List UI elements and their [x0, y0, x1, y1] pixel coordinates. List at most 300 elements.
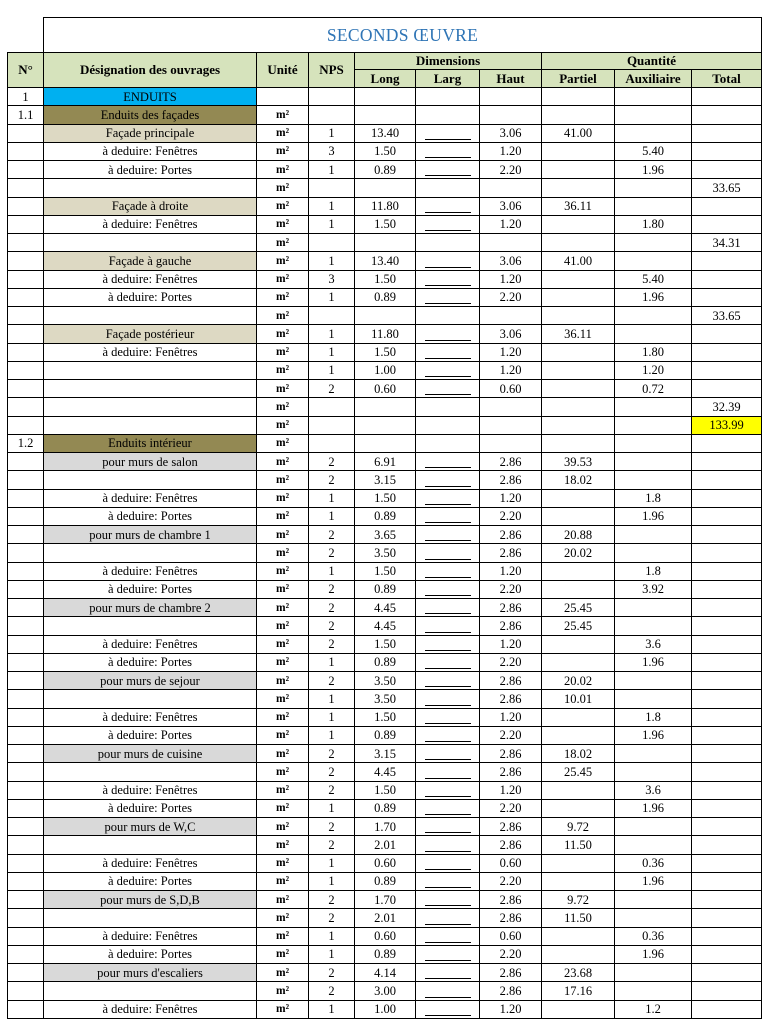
- cell-larg: [416, 690, 480, 708]
- cell-unit: m²: [257, 471, 309, 489]
- cell-partiel: 25.45: [542, 617, 615, 635]
- header-dimensions: Dimensions: [355, 53, 542, 70]
- cell-nps: 1: [309, 489, 355, 507]
- cell-haut: 1.20: [480, 489, 542, 507]
- cell-larg: [416, 635, 480, 653]
- cell-no: [8, 854, 44, 872]
- cell-no: [8, 398, 44, 416]
- cell-partiel: [542, 307, 615, 325]
- table-row: [8, 343, 762, 361]
- blank-underline: [425, 384, 471, 395]
- cell-auxiliaire: 1.96: [615, 507, 692, 525]
- cell-unit: m²: [257, 617, 309, 635]
- cell-no: [8, 453, 44, 471]
- cell-larg: [416, 726, 480, 744]
- cell-auxiliaire: [615, 398, 692, 416]
- cell-partiel: 41.00: [542, 124, 615, 142]
- cell-designation: Façade à droite: [44, 197, 257, 215]
- cell-larg: [416, 909, 480, 927]
- cell-nps: [309, 88, 355, 106]
- cell-no: [8, 891, 44, 909]
- cell-auxiliaire: [615, 252, 692, 270]
- cell-larg: [416, 215, 480, 233]
- cell-total: [692, 872, 762, 890]
- cell-haut: [480, 307, 542, 325]
- table-row: [8, 325, 762, 343]
- cell-larg: [416, 416, 480, 434]
- header-designation: Désignation des ouvrages: [44, 53, 257, 88]
- table-row: [8, 124, 762, 142]
- cell-total: [692, 215, 762, 233]
- cell-auxiliaire: [615, 471, 692, 489]
- cell-larg: [416, 763, 480, 781]
- cell-haut: 2.86: [480, 544, 542, 562]
- cell-designation: à deduire: Portes: [44, 653, 257, 671]
- blank-underline: [425, 950, 471, 961]
- cell-haut: 2.20: [480, 288, 542, 306]
- cell-total: [692, 434, 762, 452]
- cell-total: [692, 1000, 762, 1018]
- cell-designation: à deduire: Portes: [44, 872, 257, 890]
- cell-haut: 3.06: [480, 124, 542, 142]
- cell-haut: 2.86: [480, 891, 542, 909]
- cell-nps: 2: [309, 982, 355, 1000]
- table-row: [8, 361, 762, 379]
- table-row: [8, 434, 762, 452]
- table-row: [8, 526, 762, 544]
- cell-total: [692, 380, 762, 398]
- cell-larg: [416, 434, 480, 452]
- cell-larg: [416, 526, 480, 544]
- cell-unit: m²: [257, 854, 309, 872]
- cell-no: [8, 653, 44, 671]
- cell-long: 3.15: [355, 745, 416, 763]
- cell-unit: m²: [257, 836, 309, 854]
- cell-nps: 1: [309, 945, 355, 963]
- header-quantite: Quantité: [542, 53, 762, 70]
- cell-unit: m²: [257, 909, 309, 927]
- table-row: [8, 380, 762, 398]
- cell-partiel: [542, 161, 615, 179]
- header-larg: Larg: [416, 70, 480, 88]
- cell-partiel: [542, 927, 615, 945]
- cell-total: [692, 489, 762, 507]
- cell-designation: [44, 380, 257, 398]
- blank-underline: [425, 366, 471, 377]
- cell-haut: 1.20: [480, 708, 542, 726]
- cell-designation: pour murs de chambre 1: [44, 526, 257, 544]
- cell-long: 0.89: [355, 799, 416, 817]
- cell-no: [8, 945, 44, 963]
- cell-auxiliaire: 1.8: [615, 562, 692, 580]
- cell-no: 1: [8, 88, 44, 106]
- cell-haut: 3.06: [480, 252, 542, 270]
- cell-larg: [416, 818, 480, 836]
- cell-nps: 2: [309, 763, 355, 781]
- cell-nps: [309, 234, 355, 252]
- cell-partiel: 11.50: [542, 836, 615, 854]
- cell-auxiliaire: 5.40: [615, 270, 692, 288]
- cell-total: [692, 599, 762, 617]
- blank-underline: [425, 585, 471, 596]
- cell-no: [8, 836, 44, 854]
- cell-no: [8, 234, 44, 252]
- cell-larg: [416, 380, 480, 398]
- cell-haut: 1.20: [480, 635, 542, 653]
- cell-designation: à deduire: Fenêtres: [44, 781, 257, 799]
- cell-auxiliaire: [615, 197, 692, 215]
- cell-auxiliaire: 1.80: [615, 343, 692, 361]
- cell-larg: [416, 982, 480, 1000]
- cell-designation: à deduire: Fenêtres: [44, 1000, 257, 1018]
- table-row: [8, 799, 762, 817]
- blank-underline: [425, 494, 471, 505]
- cell-unit: m²: [257, 690, 309, 708]
- cell-haut: 2.86: [480, 982, 542, 1000]
- header-no: N°: [8, 53, 44, 88]
- cell-partiel: 9.72: [542, 818, 615, 836]
- cell-long: 2.01: [355, 909, 416, 927]
- cell-long: [355, 106, 416, 124]
- cell-nps: 1: [309, 288, 355, 306]
- cell-long: 1.00: [355, 1000, 416, 1018]
- cell-nps: [309, 434, 355, 452]
- cell-no: [8, 726, 44, 744]
- cell-nps: [309, 307, 355, 325]
- cell-long: [355, 307, 416, 325]
- cell-larg: [416, 544, 480, 562]
- cell-auxiliaire: [615, 234, 692, 252]
- cell-long: 0.89: [355, 872, 416, 890]
- cell-haut: 0.60: [480, 854, 542, 872]
- cell-long: 0.89: [355, 945, 416, 963]
- cell-auxiliaire: [615, 909, 692, 927]
- cell-long: 0.89: [355, 288, 416, 306]
- table-row: [8, 179, 762, 197]
- cell-long: 3.50: [355, 672, 416, 690]
- cell-nps: [309, 416, 355, 434]
- cell-auxiliaire: [615, 690, 692, 708]
- cell-no: [8, 179, 44, 197]
- cell-auxiliaire: [615, 836, 692, 854]
- blank-underline: [425, 987, 471, 998]
- cell-no: [8, 635, 44, 653]
- cell-designation: [44, 471, 257, 489]
- cell-haut: [480, 106, 542, 124]
- cell-total: [692, 526, 762, 544]
- cell-designation: pour murs d'escaliers: [44, 964, 257, 982]
- table-row: [8, 726, 762, 744]
- cell-designation: [44, 544, 257, 562]
- cell-no: [8, 872, 44, 890]
- blank-underline: [425, 914, 471, 925]
- cell-total: [692, 106, 762, 124]
- cell-haut: [480, 88, 542, 106]
- cell-partiel: [542, 88, 615, 106]
- table-row: [8, 945, 762, 963]
- cell-auxiliaire: [615, 434, 692, 452]
- table-row: [8, 252, 762, 270]
- cell-larg: [416, 161, 480, 179]
- cell-auxiliaire: [615, 307, 692, 325]
- cell-unit: m²: [257, 434, 309, 452]
- cell-total: 32.39: [692, 398, 762, 416]
- cell-haut: [480, 434, 542, 452]
- table-row: [8, 672, 762, 690]
- cell-auxiliaire: [615, 891, 692, 909]
- cell-partiel: 17.16: [542, 982, 615, 1000]
- cell-total: 33.65: [692, 179, 762, 197]
- blank-underline: [425, 695, 471, 706]
- cell-unit: m²: [257, 635, 309, 653]
- cell-long: [355, 234, 416, 252]
- cell-unit: m²: [257, 325, 309, 343]
- table-row: [8, 489, 762, 507]
- cell-unit: m²: [257, 197, 309, 215]
- cell-long: 13.40: [355, 252, 416, 270]
- cell-auxiliaire: 0.36: [615, 927, 692, 945]
- cell-designation: à deduire: Fenêtres: [44, 343, 257, 361]
- cell-designation: à deduire: Fenêtres: [44, 927, 257, 945]
- cell-larg: [416, 343, 480, 361]
- blank-underline: [425, 567, 471, 578]
- cell-long: 3.65: [355, 526, 416, 544]
- cell-no: [8, 763, 44, 781]
- cell-auxiliaire: 1.96: [615, 799, 692, 817]
- cell-larg: [416, 964, 480, 982]
- blank-underline: [425, 768, 471, 779]
- cell-haut: 2.86: [480, 599, 542, 617]
- cell-haut: 2.86: [480, 909, 542, 927]
- cell-designation: à deduire: Fenêtres: [44, 708, 257, 726]
- cell-unit: [257, 88, 309, 106]
- cell-partiel: [542, 380, 615, 398]
- cell-designation: à deduire: Portes: [44, 161, 257, 179]
- cell-auxiliaire: 3.92: [615, 580, 692, 598]
- cell-unit: m²: [257, 599, 309, 617]
- table-body: [8, 18, 762, 1019]
- cell-total: [692, 562, 762, 580]
- cell-total: [692, 799, 762, 817]
- cell-nps: 3: [309, 142, 355, 160]
- cell-larg: [416, 580, 480, 598]
- cell-no: [8, 927, 44, 945]
- cell-nps: 1: [309, 325, 355, 343]
- table-row: [8, 416, 762, 434]
- cell-haut: 0.60: [480, 927, 542, 945]
- cell-no: 1.2: [8, 434, 44, 452]
- cell-partiel: [542, 580, 615, 598]
- cell-unit: m²: [257, 818, 309, 836]
- cell-larg: [416, 234, 480, 252]
- cell-no: [8, 270, 44, 288]
- cell-partiel: 11.50: [542, 909, 615, 927]
- cell-total: [692, 453, 762, 471]
- cell-designation: à deduire: Portes: [44, 726, 257, 744]
- quantity-table: [7, 17, 762, 1019]
- cell-haut: 1.20: [480, 142, 542, 160]
- cell-unit: m²: [257, 380, 309, 398]
- cell-nps: 1: [309, 653, 355, 671]
- cell-larg: [416, 179, 480, 197]
- cell-total: 34.31: [692, 234, 762, 252]
- cell-long: 3.00: [355, 982, 416, 1000]
- blank-underline: [425, 476, 471, 487]
- cell-nps: 1: [309, 562, 355, 580]
- cell-unit: m²: [257, 872, 309, 890]
- cell-partiel: [542, 489, 615, 507]
- blank-underline: [425, 932, 471, 943]
- cell-unit: m²: [257, 288, 309, 306]
- cell-auxiliaire: [615, 763, 692, 781]
- cell-unit: m²: [257, 142, 309, 160]
- blank-underline: [425, 330, 471, 341]
- cell-unit: m²: [257, 653, 309, 671]
- cell-designation: [44, 416, 257, 434]
- cell-haut: 1.20: [480, 781, 542, 799]
- cell-unit: m²: [257, 453, 309, 471]
- cell-auxiliaire: 3.6: [615, 635, 692, 653]
- cell-total: [692, 252, 762, 270]
- cell-auxiliaire: [615, 526, 692, 544]
- cell-long: 3.50: [355, 544, 416, 562]
- cell-total: [692, 142, 762, 160]
- cell-total: [692, 653, 762, 671]
- cell-total: [692, 763, 762, 781]
- table-row: [8, 909, 762, 927]
- cell-partiel: [542, 106, 615, 124]
- header-long: Long: [355, 70, 416, 88]
- cell-auxiliaire: [615, 416, 692, 434]
- cell-nps: 2: [309, 964, 355, 982]
- cell-unit: m²: [257, 307, 309, 325]
- cell-total: [692, 124, 762, 142]
- cell-unit: m²: [257, 891, 309, 909]
- cell-designation: pour murs de chambre 2: [44, 599, 257, 617]
- cell-total: [692, 325, 762, 343]
- cell-unit: m²: [257, 982, 309, 1000]
- title-row: [8, 18, 762, 53]
- cell-unit: m²: [257, 745, 309, 763]
- cell-designation: à deduire: Portes: [44, 580, 257, 598]
- blank-underline: [425, 841, 471, 852]
- sheet-title: SECONDS ŒUVRE: [44, 18, 762, 53]
- cell-larg: [416, 1000, 480, 1018]
- cell-long: 1.50: [355, 708, 416, 726]
- cell-larg: [416, 617, 480, 635]
- blank-underline: [425, 622, 471, 633]
- cell-partiel: [542, 1000, 615, 1018]
- blank-underline: [425, 859, 471, 870]
- cell-larg: [416, 124, 480, 142]
- cell-designation: [44, 234, 257, 252]
- cell-haut: 2.86: [480, 964, 542, 982]
- cell-auxiliaire: 1.96: [615, 653, 692, 671]
- cell-nps: 1: [309, 927, 355, 945]
- cell-auxiliaire: [615, 982, 692, 1000]
- cell-partiel: [542, 945, 615, 963]
- cell-partiel: 20.88: [542, 526, 615, 544]
- cell-nps: 2: [309, 672, 355, 690]
- cell-designation: [44, 307, 257, 325]
- cell-partiel: [542, 562, 615, 580]
- cell-partiel: [542, 708, 615, 726]
- cell-auxiliaire: 0.36: [615, 854, 692, 872]
- cell-haut: 1.20: [480, 343, 542, 361]
- table-row: [8, 88, 762, 106]
- cell-auxiliaire: [615, 453, 692, 471]
- cell-haut: 2.86: [480, 526, 542, 544]
- cell-partiel: [542, 270, 615, 288]
- cell-nps: 2: [309, 909, 355, 927]
- cell-partiel: 25.45: [542, 763, 615, 781]
- cell-total: [692, 507, 762, 525]
- cell-long: 2.01: [355, 836, 416, 854]
- cell-haut: [480, 179, 542, 197]
- cell-designation: Façade à gauche: [44, 252, 257, 270]
- cell-nps: 1: [309, 252, 355, 270]
- cell-larg: [416, 836, 480, 854]
- cell-unit: m²: [257, 781, 309, 799]
- table-row: [8, 690, 762, 708]
- header-row-1: [8, 53, 762, 70]
- cell-haut: 0.60: [480, 380, 542, 398]
- cell-total: [692, 635, 762, 653]
- cell-auxiliaire: 1.96: [615, 726, 692, 744]
- cell-nps: 3: [309, 270, 355, 288]
- cell-long: 0.89: [355, 653, 416, 671]
- cell-long: [355, 179, 416, 197]
- cell-no: [8, 252, 44, 270]
- cell-haut: 1.20: [480, 215, 542, 233]
- cell-nps: 2: [309, 526, 355, 544]
- cell-no: [8, 361, 44, 379]
- cell-long: 0.89: [355, 161, 416, 179]
- cell-long: [355, 434, 416, 452]
- cell-unit: m²: [257, 1000, 309, 1018]
- cell-designation: Façade postérieur: [44, 325, 257, 343]
- cell-long: 11.80: [355, 197, 416, 215]
- cell-larg: [416, 361, 480, 379]
- cell-long: 0.89: [355, 507, 416, 525]
- cell-no: [8, 799, 44, 817]
- cell-partiel: [542, 872, 615, 890]
- cell-total: [692, 982, 762, 1000]
- cell-partiel: 20.02: [542, 672, 615, 690]
- cell-auxiliaire: [615, 745, 692, 763]
- cell-larg: [416, 562, 480, 580]
- cell-long: [355, 398, 416, 416]
- cell-haut: 2.86: [480, 836, 542, 854]
- cell-haut: 2.86: [480, 453, 542, 471]
- table-row: [8, 307, 762, 325]
- cell-auxiliaire: 3.6: [615, 781, 692, 799]
- cell-auxiliaire: [615, 179, 692, 197]
- cell-designation: Enduits des façades: [44, 106, 257, 124]
- cell-total: [692, 891, 762, 909]
- cell-auxiliaire: [615, 124, 692, 142]
- cell-total: [692, 343, 762, 361]
- cell-nps: 2: [309, 599, 355, 617]
- cell-long: 1.50: [355, 635, 416, 653]
- cell-haut: 2.86: [480, 672, 542, 690]
- cell-long: 1.50: [355, 562, 416, 580]
- cell-unit: m²: [257, 544, 309, 562]
- cell-haut: 2.20: [480, 799, 542, 817]
- cell-partiel: 18.02: [542, 471, 615, 489]
- cell-larg: [416, 142, 480, 160]
- table-row: [8, 599, 762, 617]
